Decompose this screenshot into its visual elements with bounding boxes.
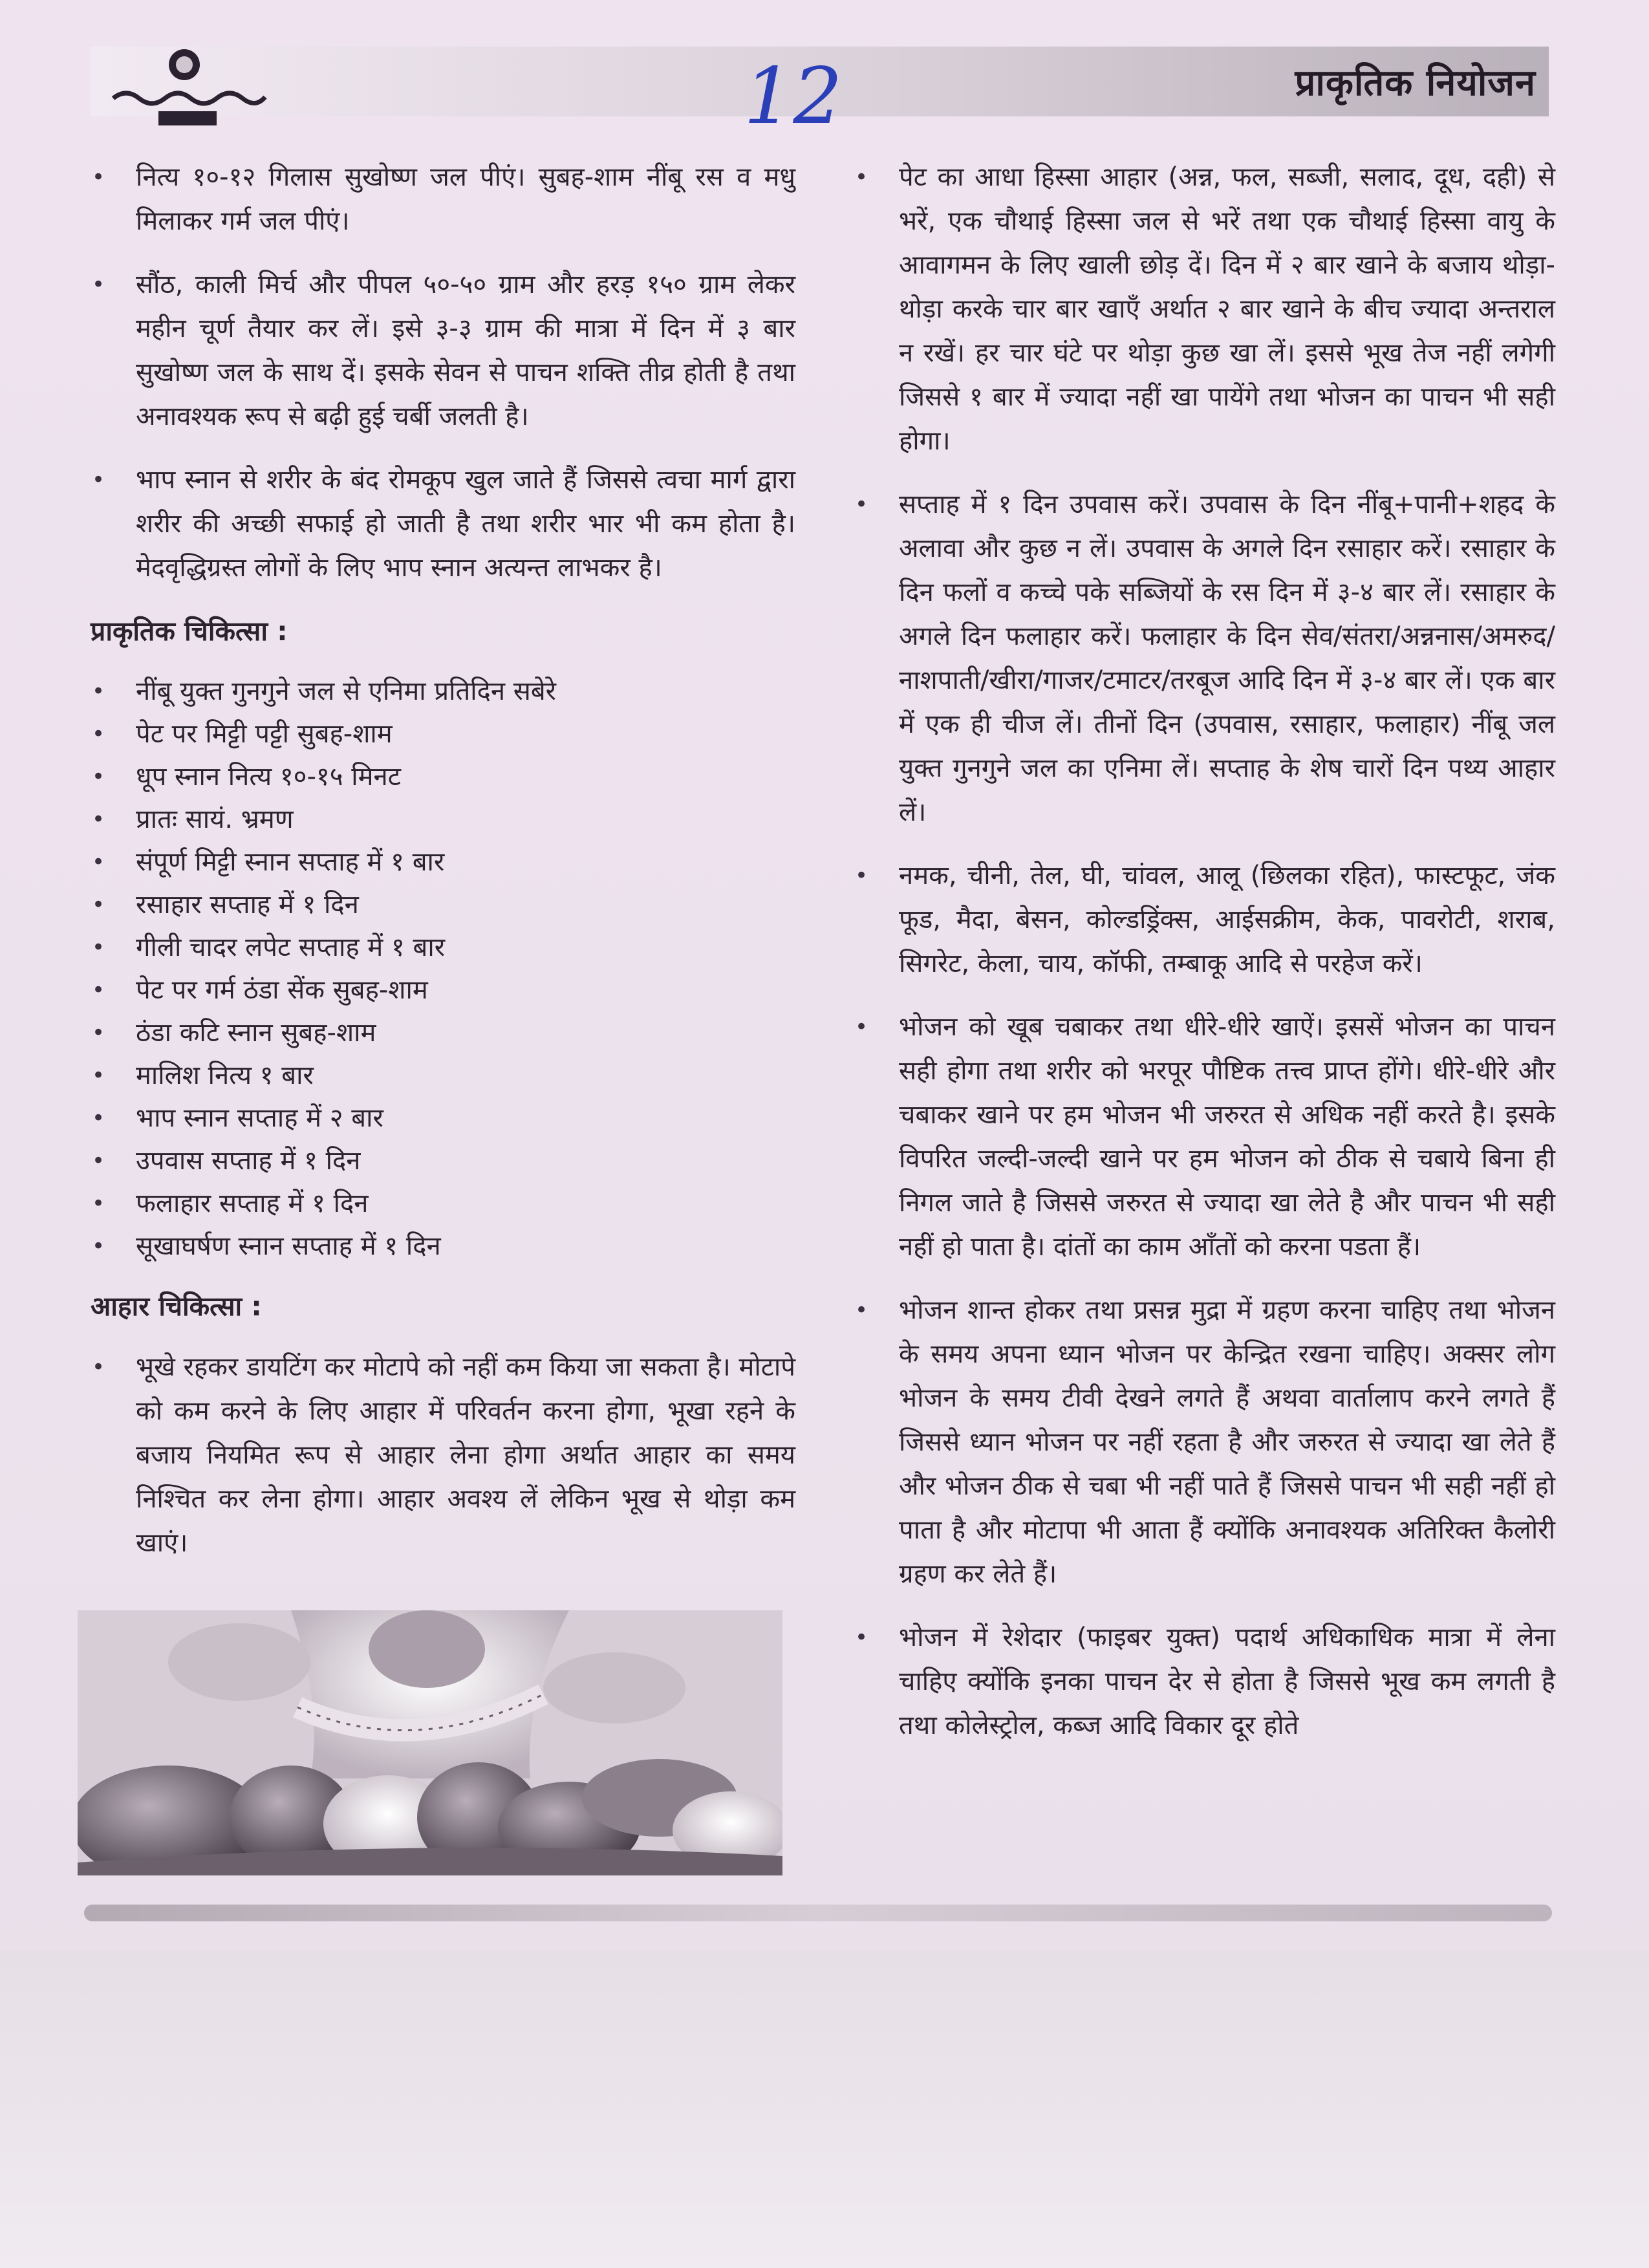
list-item: • नींबू युक्त गुनगुने जल से एनिमा प्रतिदिन सबेरे [91, 670, 795, 713]
list-item: • भाप स्नान से शरीर के बंद रोमकूप खुल जाते हैं जिससे त्वचा मार्ग द्वारा शरीर की अच्छी सफाई हो जाती है तथा शरीर भार भी कम होता है। मेदवृद्धिग्रस्त लोगों के लिए भाप स्नान अत्यन्त लाभकर है। [91, 458, 795, 590]
list-item: • भाप स्नान सप्ताह में २ बार [91, 1097, 795, 1139]
naturopathy-list [91, 670, 795, 1268]
list-item: • उपवास सप्ताह में १ दिन [91, 1139, 795, 1182]
diet-list [91, 1345, 795, 1565]
diet-heading: आहार चिकित्सा : [91, 1291, 262, 1322]
measuring-tape-vegetables-photo [78, 1610, 782, 1875]
intro-list [91, 155, 795, 590]
list-item: • नमक, चीनी, तेल, घी, चांवल, आलू (छिलका रहित), फास्टफूट, जंक फूड, मैदा, बेसन, कोल्डड्रिंक्स, आईसक्रीम, केक, पावरोटी, शराब, सिगरेट, केला, चाय, कॉफी, तम्बाकू आदि से परहेज करें। [854, 854, 1555, 986]
list-item: • रसाहार सप्ताह में १ दिन [91, 883, 795, 926]
left-column [91, 155, 795, 1584]
list-item: • पेट पर गर्म ठंडा सेंक सुबह-शाम [91, 969, 795, 1011]
list-item: • भूखे रहकर डायटिंग कर मोटापे को नहीं कम किया जा सकता है। मोटापे को कम करने के लिए आहार में परिवर्तन करना होगा, भूखा रहने के बजाय नियमित रूप से आहार लेना होगा अर्थात आहार का समय निश्चित कर लेना होगा। आहार अवश्य लें लेकिन भूख से थोड़ा कम खाएं। [91, 1345, 795, 1565]
page-number-text: 12 [744, 52, 843, 142]
sun-waves-logo-icon [100, 39, 275, 136]
list-item: • गीली चादर लपेट सप्ताह में १ बार [91, 926, 795, 969]
footer-rule [84, 1905, 1552, 1921]
list-item: • सूखाघर्षण स्नान सप्ताह में १ दिन [91, 1225, 795, 1268]
right-column [854, 155, 1555, 1767]
list-item: • पेट पर मिट्टी पट्टी सुबह-शाम [91, 713, 795, 755]
list-item: • पेट का आधा हिस्सा आहार (अन्न, फल, सब्जी, सलाद, दूध, दही) से भरें, एक चौथाई हिस्सा जल से भरें तथा एक चौथाई हिस्सा वायु के आवागमन के लिए खाली छोड़ दें। दिन में २ बार खाने के बजाय थोड़ा-थोड़ा करके चार बार खाएँ अर्थात २ बार खाने के बीच ज्यादा अन्तराल न रखें। हर चार घंटे पर थोड़ा कुछ खा लें। इससे भूख तेज नहीं लगेगी जिससे १ बार में ज्यादा नहीं खा पायेंगे तथा भोजन का पाचन भी सही होगा। [854, 155, 1555, 463]
naturopathy-heading: प्राकृतिक चिकित्सा : [91, 616, 288, 647]
list-item: • प्रातः सायं. भ्रमण [91, 798, 795, 841]
list-item: • संपूर्ण मिट्टी स्नान सप्ताह में १ बार [91, 841, 795, 883]
scan-margin [0, 1950, 1649, 2268]
list-item: • भोजन में रेशेदार (फाइबर युक्त) पदार्थ अधिकाधिक मात्रा में लेना चाहिए क्योंकि इनका पाचन देर से होता है जिससे भूख कम लगती है तथा कोलेस्ट्रोल, कब्ज आदि विकार दूर होते [854, 1615, 1555, 1747]
list-item: • सप्ताह में १ दिन उपवास करें। उपवास के दिन नींबू+पानी+शहद के अलावा और कुछ न लें। उपवास के अगले दिन रसाहार करें। रसाहार के दिन फलों व कच्चे पके सब्जियों के रस दिन में ३-४ बार लें। रसाहार के अगले दिन फलाहार करें। फलाहार के दिन सेव/संतरा/अन्ननास/अमरुद/नाशपाती/खीरा/गाजर/टमाटर/तरबूज आदि दिन में ३-४ बार लें। एक बार में एक ही चीज लें। तीनों दिन (उपवास, रसाहार, फलाहार) नींबू जल युक्त गुनगुने जल का एनिमा लें। सप्ताह के शेष चारों दिन पथ्य आहार लें। [854, 482, 1555, 834]
list-item: • धूप स्नान नित्य १०-१५ मिनट [91, 755, 795, 798]
list-item: • मालिश नित्य १ बार [91, 1054, 795, 1097]
section-title: प्राकृतिक नियोजन [1295, 62, 1536, 104]
list-item: • भोजन को खूब चबाकर तथा धीरे-धीरे खाऐं। इससें भोजन का पाचन सही होगा तथा शरीर को भरपूर पौष्टिक तत्त्व प्राप्त होंगे। धीरे-धीरे और चबाकर खाने पर हम भोजन भी जरुरत से अधिक नहीं करते है। इसके विपरित जल्दी-जल्दी खाने पर हम भोजन को ठीक से चबाये बिना ही निगल जाते है जिससे जरुरत से ज्यादा खा लेते है और पाचन भी सही नहीं हो पाता है। दांतों का काम आँतों को करना पडता हैं। [854, 1005, 1555, 1269]
list-item: • ठंडा कटि स्नान सुबह-शाम [91, 1011, 795, 1054]
diet-advice-list [854, 155, 1555, 1747]
list-item: • नित्य १०-१२ गिलास सुखोष्ण जल पीएं। सुबह-शाम नींबू रस व मधु मिलाकर गर्म जल पीएं। [91, 155, 795, 243]
list-item: • सौंठ, काली मिर्च और पीपल ५०-५० ग्राम और हरड़ १५० ग्राम लेकर महीन चूर्ण तैयार कर लें। इसे ३-३ ग्राम की मात्रा में दिन में ३ बार सुखोष्ण जल के साथ दें। इसके सेवन से पाचन शक्ति तीव्र होती है तथा अनावश्यक रूप से बढ़ी हुई चर्बी जलती है। [91, 263, 795, 438]
list-item: • फलाहार सप्ताह में १ दिन [91, 1182, 795, 1225]
list-item: • भोजन शान्त होकर तथा प्रसन्न मुद्रा में ग्रहण करना चाहिए तथा भोजन के समय अपना ध्यान भोजन पर केन्द्रित रखना चाहिए। अक्सर लोग भोजन के समय टीवी देखने लगते हैं अथवा वार्तालाप करने लगते हैं जिससे ध्यान भोजन पर नहीं रहता है और जरुरत से ज्यादा खा लेते हैं और भोजन ठीक से चबा भी नहीं पाते हैं जिससे पाचन भी सही नहीं हो पाता है और मोटापा भी आता हैं क्योंकि अनावश्यक अतिरिक्त कैलोरी ग्रहण कर लेते हैं। [854, 1288, 1555, 1596]
